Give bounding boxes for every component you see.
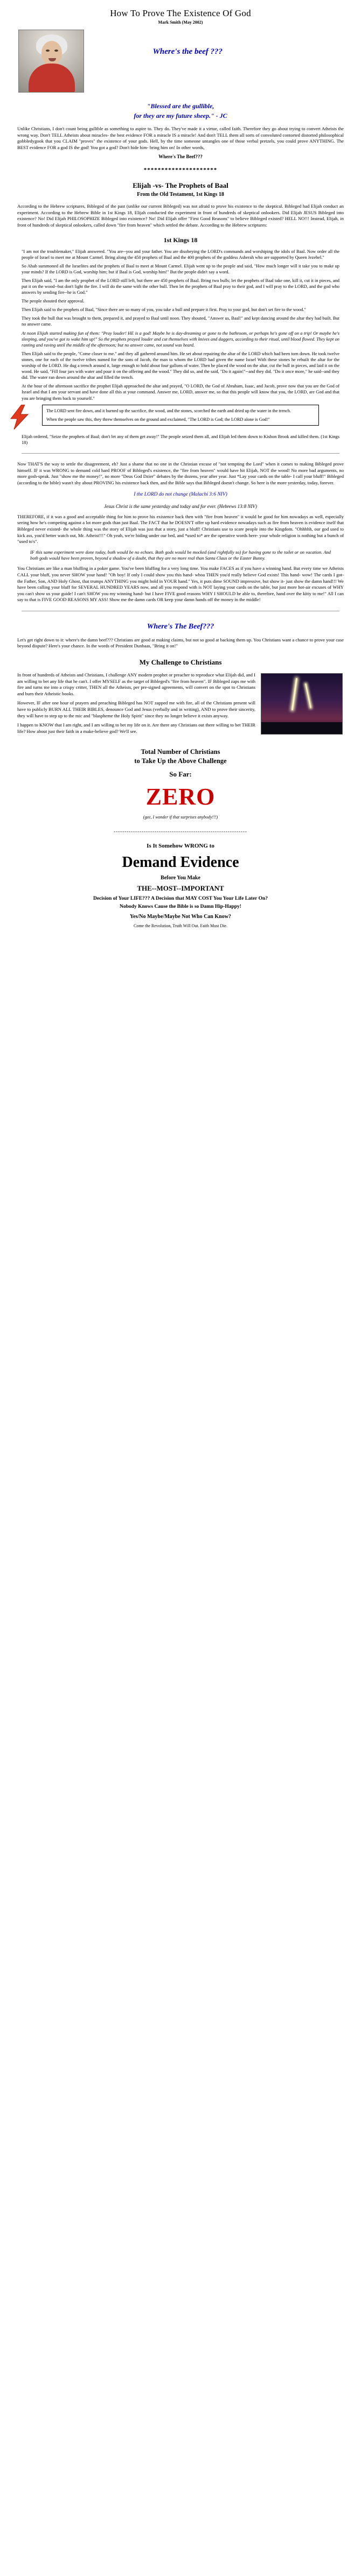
elijah-intro: According to the Hebrew scriptures, Biblegod of the past (unlike our current Bibleged) was not afraid to prove his existence to the skeptical. Bibleged had Elijah conduct an experiment. According to the Hebrew Bible in 1st Kings 18, Elijah conducted the experiment in front of hundreds of skeptical onlookers. Did Elijah JESUS Bibleged into existence? No! Did Elijah PHILOSOPHIZE Bibleged into existence? No! Did Elijah offer "First Good Reasons" to believe Bibleged existed? HELL NO!!! Instead, Elijah, in front of hundreds of skeptical onlookers, called down "fire from heaven" which settled the debate. According to the Hebrew scriptures: bbox=[17, 203, 344, 228]
total-heading-line-1: Total Number of Christians bbox=[141, 748, 220, 756]
poker-bluff-paragraph: You Christians are like a man bluffing in a poker game. You've been bluffing for a very long time. You make FACES as if you have a winning hand. But every time we Atheists CALL your bluff, you never SHOW your hand! "Oh boy! If only I could show you this hand- whoa THEN you'd really believe God exists! This hand- wow! The cards I got- the Father, Son, AND Holy Ghost, that trumps ANYTHING you might hold in YOUR hand." Yes, it puts dime SOUND impressive, but show it- just show the damn hand!!! We have been calling your bluff for SEVERAL HUNDRED YEARS now, and all you respond with is NOT laying your cards on the table, but just more hot-air excuses of WHY you can't show us your guide! I can't SHOW you my winning hand- but I have FIVE good reasons WHY I SHOULD be able to, therefore, hand over the kitty to me!" All I can say to that is FIVE GOOD REASONS MY ASS! Show me the damn cards OR keep your damn hands off the money in the middle! bbox=[17, 566, 344, 603]
verse: So Ahab summoned all the Israelites and the prophets of Baal to meet at Mount Carmel. Elijah went up to the people and said, "How much longer will it take you to make up your minds? If the LORD is God, worship him; but if Baal is God, worship him!" But the people didn't say a word. bbox=[22, 263, 339, 274]
verse: "I am not the troublemaker," Elijah answered. "You are--you and your father. You are disobeying the LORD's commands and worshiping the idols of Baal. Now order all the people of Israel to meet me at Mount Carmel. Bring along the 450 prophets of Baal and the 400 prophets of the goddess Asherah who are supported by Queen Jezebel." bbox=[22, 249, 339, 260]
zero-note: (gee, I wonder if that surprises anybody!!!) bbox=[143, 815, 218, 820]
dot-divider: -------------------------------------------------------------- bbox=[114, 829, 247, 835]
challenge-paragraph-3: I happen to KNOW that I am right, and I am willing to bet my life on it. Are there any Christians out there willing to bet THEIR life? How about just their faith in a make-believe god? We'll see. bbox=[17, 722, 255, 734]
hebrews-quote: Jesus Christ is the same yesterday and today and for ever. (Hebrews 13:8 NIV) bbox=[104, 503, 257, 509]
beef-heading-2: Where's The Beef??? bbox=[147, 623, 214, 631]
footer-line: Come the Revolution, Truth Will Out. Faith Must Die. bbox=[134, 923, 227, 929]
author-photo bbox=[18, 30, 84, 93]
if-this-paragraph: IF this same experiment were done today, both would be no echoes. Both gods would be mocked (and rightfully so) for having gone to the toilet or on vacation. And both gods would have been proven, beyond a shadow of a doubt, that they are no more real than Santa Claus or the Easter Bunny. bbox=[30, 549, 331, 561]
nobody-knows-line: Nobody Knows Cause the Bible is so Damn Hip-Happy! bbox=[120, 904, 241, 909]
zero-count: ZERO bbox=[145, 784, 216, 810]
challenge-heading: My Challenge to Christians bbox=[139, 658, 222, 666]
decision-line: Decision of Your LIFE??? A Decision that MAY COST You Your Life Later On? bbox=[93, 896, 268, 902]
verse: The people shouted their approval. bbox=[22, 299, 85, 304]
pull-quote bbox=[0, 102, 361, 121]
pull-quote-line-1: "Blessed are the gullible, bbox=[147, 102, 214, 110]
verse: At noon Elijah started making fun of them: "Pray louder! HE is a god! Maybe he is day-dreaming or gone to the bathroom, or perhaps he's gone off on a trip! Or maybe he's sleeping, and you've got to wake him up!" So the prophets prayed louder and cut themselves with knives and daggers, according to their ritual, until blood flowed. They kept on ranting and raving until the middle of the afternoon; but no answer came, not sound was heard. bbox=[22, 330, 339, 348]
yes-no-line: Yes/No Maybe/Maybe Not Who Can Know? bbox=[130, 913, 231, 920]
malachi-quote: I the LORD do not change (Malachi 3:6 NIV) bbox=[134, 491, 227, 497]
elijah-heading: Elijah -vs- The Prophets of Baal bbox=[133, 181, 228, 190]
author-photo-row bbox=[0, 30, 361, 94]
lord-sent-fire-box bbox=[42, 405, 319, 426]
document-page bbox=[0, 8, 361, 929]
verse: Then Elijah said, "I am the only prophet of the LORD still left, but there are 450 prophets of Baal. Bring two bulls; let the prophets of Baal take one, kill it, cut it in pieces, and put it on the wood--but don't light the fire. I will do the same with the other bull. Then let the prophets of Baal pray to their god, and I will pray to the LORD, and the god who answers by sending fire--he is God." bbox=[22, 278, 339, 295]
after-box-paragraph: Elijah ordered, "Seize the prophets of Baal; don't let any of them get away!" The people seized them all, and Elijah led them down to Kishon Brook and killed them. (1st Kings 18) bbox=[22, 434, 339, 445]
now-thats-paragraph: Now THAT'S the way to settle the disagreement, eh? Just a shame that no one in the Christian excuse of "not tempting the Lord" when it comes to making Bibleged prove himself. IF it was WRONG to demand cold hard PROOF of Bibleged's existence, the "fire from heaven" would have hit Elijah, NOT the wood! No more bad arguments, no more gosh-speak. Just "show me the money!", no more "Deus God Dzier" debates by the dozens, year after year. Just *Lay your cards on the table- I call your bluff!" Bibleged (according to the bible) wasn't shy about PROVING his existence back then, and the Bible says that Bibleged doesn't change. So here is the more yesterday, today, forever. bbox=[17, 461, 344, 486]
lets-get-paragraph: Let's get right down to it: where's the damn beef??? Christians are good at making claims, but not so good at backing them up. You Christians want a chance to prove your case beyond dispute? Here's your chance. In the words of President Dunbaas, "Bring it on!" bbox=[17, 637, 344, 649]
byline: Mark Smith (May 2002) bbox=[158, 20, 203, 25]
challenge-paragraph-1: In front of hundreds of Atheists and Christians, I challenge ANY modern prophet or preacher to reproduce what Elijah did, and I am willing to bet any life that he can't. I offer MYSELF as the target of Bibleged's "fire from heaven". IF Bibleged zaps me with fire and turns me into a crispy critter, THEN all the Atheists, per pre-signed agreements, will convert on the spot to Christians and burn their Atheistic books. bbox=[17, 672, 255, 696]
most-important-line: THE--MOST--IMPORTANT bbox=[137, 884, 224, 892]
lightning-bolt-row bbox=[0, 405, 361, 430]
verse: They took the bull that was brought to them, prepared it, and prayed to Baal until noon. They shouted, "Answer us, Baal!" and kept dancing around the altar they had built. But no answer came. bbox=[22, 316, 339, 327]
total-heading-line-2: to Take Up the Above Challenge bbox=[134, 757, 227, 765]
divider-1 bbox=[22, 453, 339, 454]
boxed-line-2: When the people saw this, they threw themselves on the ground and exclaimed, "The LORD is God; the LORD alone is God!" bbox=[46, 417, 270, 422]
elijah-subheading: From the Old Testament, 1st Kings 18 bbox=[137, 191, 224, 197]
kings-heading: 1st Kings 18 bbox=[163, 236, 198, 244]
verse: At the hour of the afternoon sacrifice the prophet Elijah approached the altar and prayed, "O LORD, the God of Abraham, Isaac, and Jacob, prove now that you are the God of Israel and that I am your servant and have done all this at your command. Answer me, LORD, answer me, so that this people will know that you, the LORD, are God and that you are bringing them back to yourself." bbox=[22, 384, 339, 401]
pull-quote-line-2: for they are my future sheep." - JC bbox=[134, 111, 227, 119]
intro-paragraph: Unlike Christians, I don't count being gullible as something to aspire to. They do. They've made it a virtue, called faith. Therefore they go about trying to convert Atheists the wrong way. Don't TELL Atheists about miracles- the best evidence FOR a miracle IS a miracle! And don't TELL them all sorts of convoluted contorted distorted philosophical gobbledygook that you CLAIM "proves" the existence of your gods. Hell, by the time someone untangles one of those verbal pretzels, you could prove ANYTHING. The BEST evidence FOR a god IS the god! You got a god? Don't hide him- bring him on! In other words, bbox=[17, 126, 344, 150]
lightning-bolt-icon bbox=[8, 405, 31, 429]
verse: Then Elijah said to the people, "Come closer to me." and they all gathered around him. He set about repairing the altar of the LORD which had been torn down. He took twelve stones, one for each of the twelve tribes named for the sons of Jacob, the man to whom the LORD had given the name Israel With these stones he rebuilt the altar for the worship of the LORD. He dug a trench around it, large enough to hold about four gallons of water. Then he placed the wood on the altar, cut the bull in pieces, and laid it on the wood. He said, "Fill four jars with water and pour it on the offering and the wood." They did so, and the said, "Do it again!"--and they did. "Do it once more," he said--and they did. The water ran down around the altar and filled the trench. bbox=[22, 351, 339, 380]
beef-heading: Where's the beef ??? bbox=[152, 47, 223, 57]
boxed-line-1: The LORD sent fire down, and it burned up the sacrifice, the wood, and the stones, scorched the earth and dried up the water in the trench. bbox=[46, 408, 291, 413]
before-make-line: Before You Make bbox=[161, 875, 200, 881]
so-far-label: So Far: bbox=[169, 770, 192, 779]
wrong-line: Is It Somehow WRONG to bbox=[147, 842, 214, 849]
lightning-photo bbox=[261, 673, 343, 735]
verse: Then Elijah said to the prophets of Baal, "Since there are so many of you, you take a bull and prepare it first. Pray to your god, but don't set fire to the wood." bbox=[22, 307, 306, 313]
demand-evidence-heading: Demand Evidence bbox=[122, 854, 239, 871]
intro-tail: Where's The Beef??? bbox=[158, 154, 203, 160]
challenge-paragraph-2: However, IF after one hour of prayers and preaching Bibleged has NOT zapped me with fire, all of the Christians present will have to publicly BURN ALL THEIR BIBLES, denounce God and Jesus (verbally and in writing), AND to prove their sincerity, they will have to step up to the mic and "blaspheme the Holy Spirit" since they no longer believe it exists anyway. bbox=[17, 700, 255, 718]
therefore-paragraph: THEREFORE, if it was a good and acceptable thing for him to prove his existence back then with "fire from heaven" it would be good for him nowadays as well, especially seeing how he's competing against a lot more gods than just Baal. The FACT that he DOESN'T offer up hard evidence nowadays such as fire from heaven is evidence itself that Bibleged never existed- the whole thing was the story of Elijah was just that a story, just a bluff! Christians use to scare people into the Kingdom. "Ohhhhh, our god used to kick ass, you'd better watch out, Mr. Atheist!!!" Oh yeah, we're hiding under our bed, and *used to* are the operative words here- your whole religion is nothing but a bunch of "used to's". bbox=[17, 513, 344, 545]
star-divider: ********************* bbox=[143, 166, 218, 173]
total-heading bbox=[0, 747, 361, 766]
page-title: How To Prove The Existence Of God bbox=[110, 8, 251, 18]
challenge-body bbox=[0, 672, 361, 738]
